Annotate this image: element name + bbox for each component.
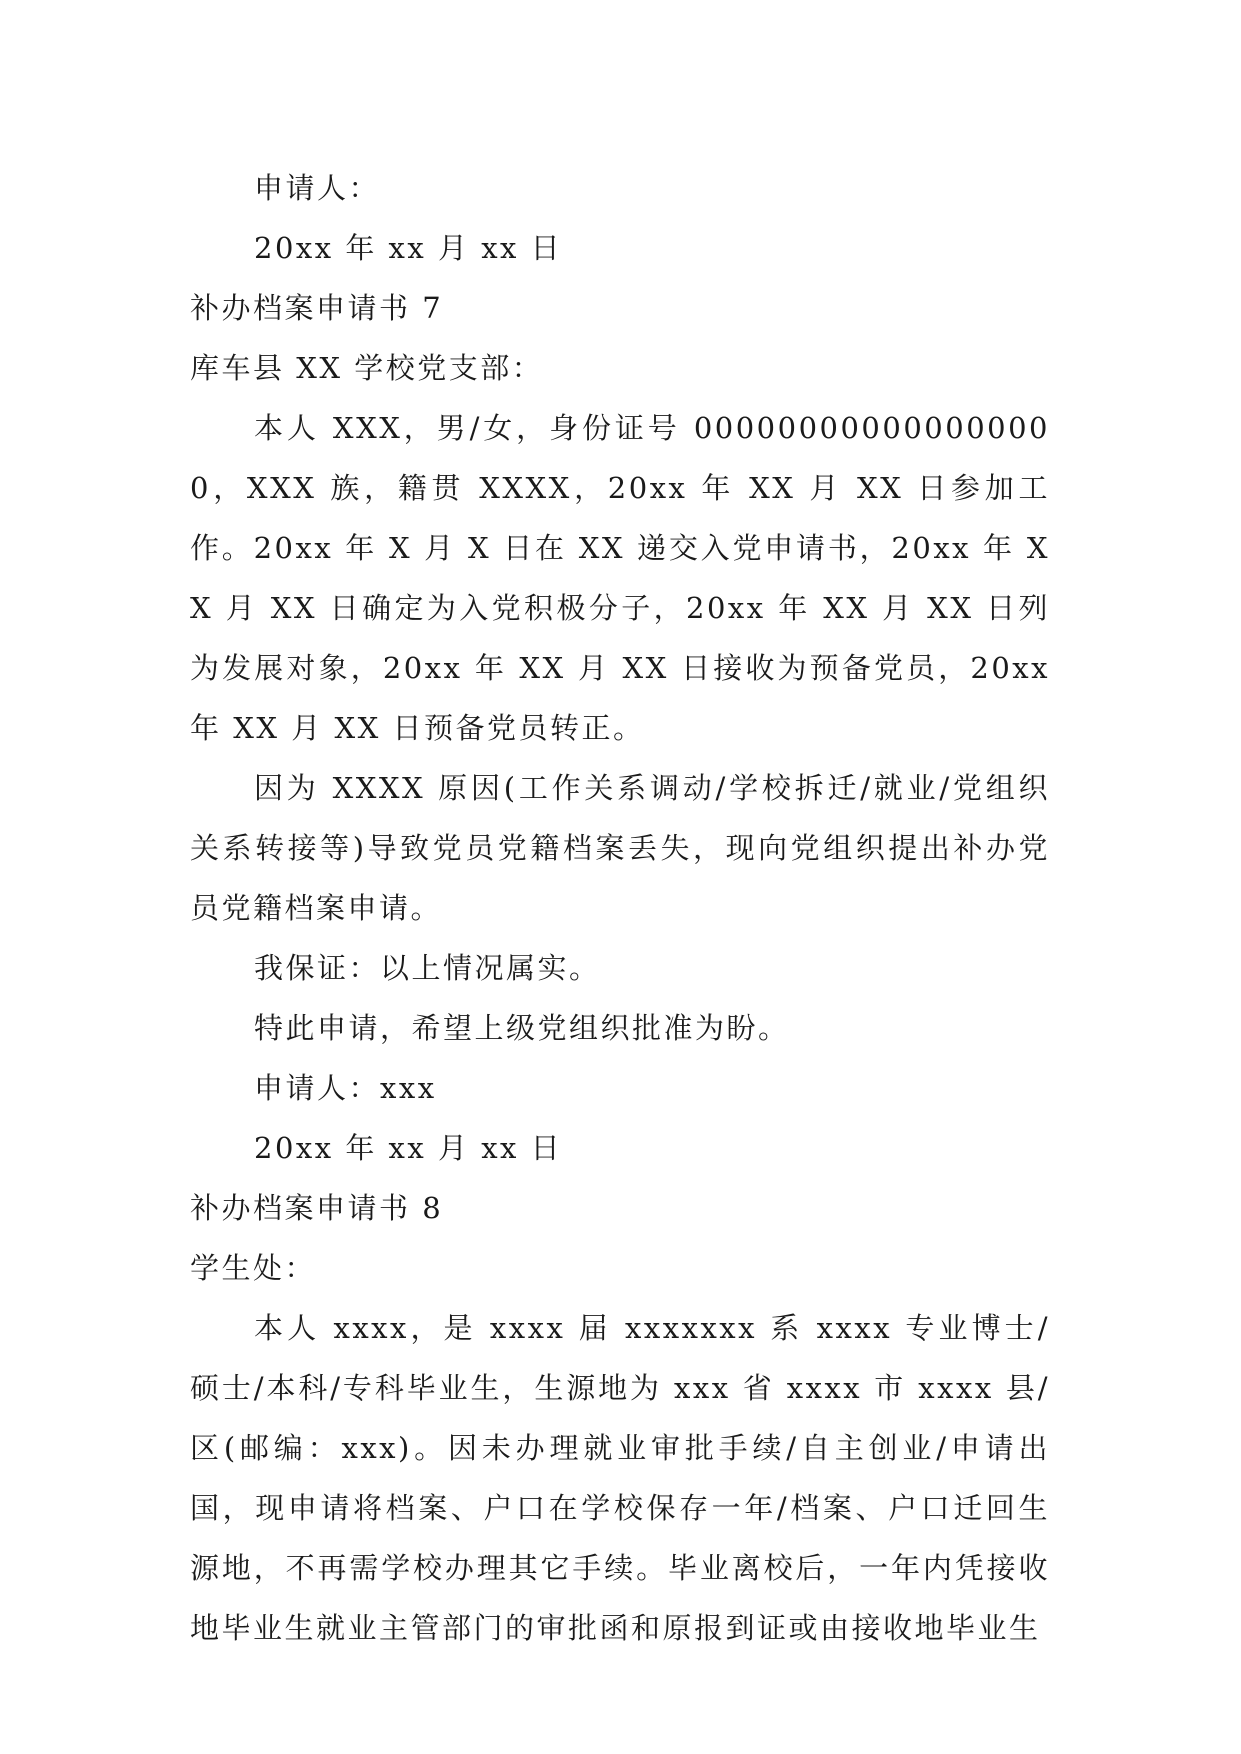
section-title-8: 补办档案申请书 8: [190, 1191, 444, 1225]
body-paragraph-2: 因为 XXXX 原因(工作关系调动/学校拆迁/就业/党组织关系转接等)导致党员党籍档案丢失，现向党组织提出补办党员党籍档案申请。: [190, 771, 1050, 925]
document-body: [190, 158, 1050, 1658]
addressee-line: 库车县 XX 学校党支部：: [190, 351, 544, 385]
section-title-7: 补办档案申请书 7: [190, 291, 444, 325]
request-line: 特此申请，希望上级党组织批准为盼。: [254, 1011, 790, 1045]
applicant-signature-line: 申请人：xxx: [254, 1071, 437, 1105]
addressee-line-2: 学生处：: [190, 1251, 317, 1285]
applicant-line: 申请人：: [254, 171, 381, 205]
body-paragraph-3: 本人 xxxx，是 xxxx 届 xxxxxxx 系 xxxx 专业博士/硕士/本科/专科毕业生，生源地为 xxx 省 xxxx 市 xxxx 县/区(邮编：xxx)。因未办理就业审批手续/自主创业/申请出国，现申请将档案、户口在学校保存一年/档案、户口迁回生源地，不再需学校办理其它手续。毕业离校后，一年内凭接收地毕业生就业主管部门的审批函和原报到证或由接收地毕业生: [190, 1311, 1050, 1645]
date-line: 20xx 年 xx 月 xx 日: [254, 231, 563, 265]
guarantee-line: 我保证：以上情况属实。: [254, 951, 601, 985]
signature-date-line: 20xx 年 xx 月 xx 日: [254, 1131, 563, 1165]
body-paragraph-1: 本人 XXX，男/女，身份证号 000000000000000000，XXX 族，籍贯 XXXX，20xx 年 XX 月 XX 日参加工作。20xx 年 X 月 X 日在 XX 递交入党申请书，20xx 年 XX 月 XX 日确定为入党积极分子，20xx 年 XX 月 XX 日列为发展对象，20xx 年 XX 月 XX 日接收为预备党员，20xx 年 XX 月 XX 日预备党员转正。: [190, 411, 1050, 745]
